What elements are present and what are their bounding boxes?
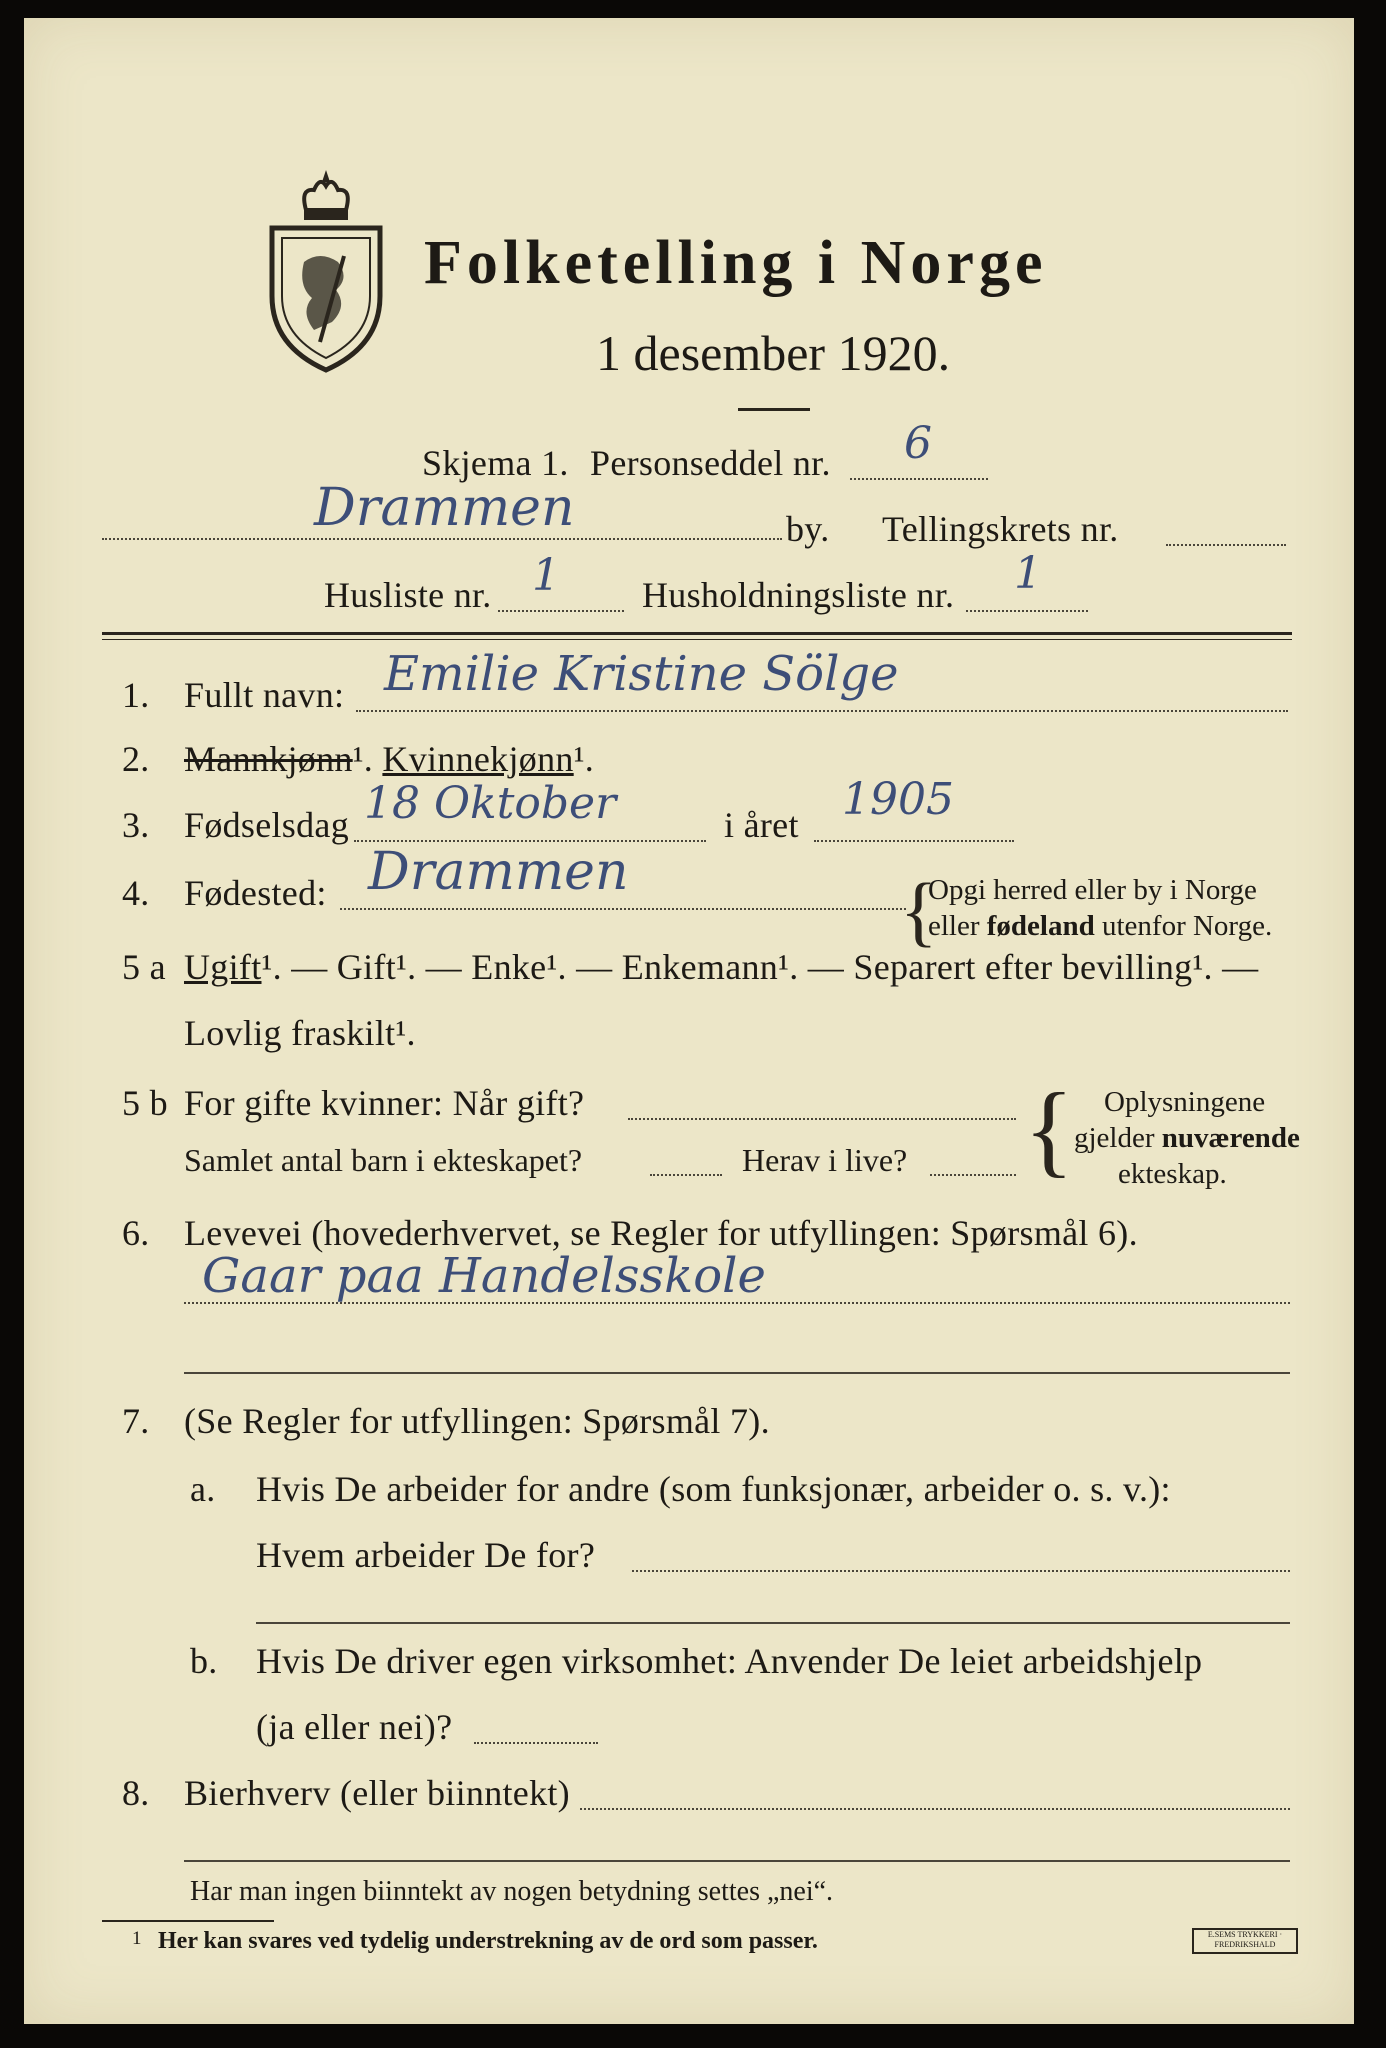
footnote-mark: 1 <box>132 1928 142 1949</box>
q3-number: 3. <box>122 805 150 845</box>
header-divider <box>102 632 1292 635</box>
q8-label: Bierhverv (eller biinntekt) <box>184 1773 570 1813</box>
footnote-text: Her kan svares ved tydelig understrekning av de ord som passer. <box>158 1928 818 1954</box>
q2-number: 2. <box>122 739 150 779</box>
city-dotted-line <box>102 538 782 540</box>
census-form-page <box>24 18 1354 2024</box>
husholdningsliste-dotted-line <box>966 610 1088 612</box>
q8-number: 8. <box>122 1773 150 1813</box>
q5b-note-line1: Oplysningene <box>1104 1086 1266 1118</box>
coat-of-arms-icon <box>260 166 392 376</box>
q2-kvinnekjonn-option: Kvinnekjønn <box>382 739 574 779</box>
q5a-number: 5 a <box>122 947 166 987</box>
q5b-children-dotted-line <box>650 1174 722 1176</box>
q7-label: (Se Regler for utfyllingen: Spørsmål 7). <box>184 1401 770 1441</box>
q5b-note-line2: gjelder nuværende <box>1074 1122 1300 1154</box>
city-value: Drammen <box>314 478 575 538</box>
husliste-value: 1 <box>532 550 560 601</box>
q3-year-dotted-line <box>814 840 1014 842</box>
q3-year-label: i året <box>724 805 799 845</box>
q5b-alive-dotted-line <box>930 1174 1016 1176</box>
q4-note-line1: Opgi herred eller by i Norge <box>928 874 1257 906</box>
form-title: Folketelling i Norge <box>424 229 1048 297</box>
q5a-options: Ugift¹. — Gift¹. — Enke¹. — Enkemann¹. — Separert efter bevilling¹. — <box>184 947 1259 987</box>
q7a-second-line <box>256 1622 1290 1624</box>
q1-number: 1. <box>122 675 150 715</box>
q1-full-name-value: Emilie Kristine Sölge <box>384 646 899 702</box>
husholdningsliste-label: Husholdningsliste nr. <box>642 575 955 615</box>
q5a-other-options: — Gift¹. — Enke¹. — Enkemann¹. — Separert efter bevilling¹. — <box>291 947 1259 987</box>
q6-occupation-value: Gaar paa Handelsskole <box>202 1248 766 1304</box>
husholdningsliste-value: 1 <box>1014 548 1042 599</box>
q2-mannkjonn-option: Mannkjønn <box>184 739 353 779</box>
q5b-number: 5 b <box>122 1083 168 1123</box>
q8-second-line <box>184 1860 1290 1862</box>
q5a-ugift-option: Ugift <box>184 947 262 987</box>
q8-dotted-line <box>580 1808 1290 1810</box>
skjema-label: Skjema 1. <box>422 443 569 483</box>
header-divider-thin <box>102 639 1292 640</box>
footnote-rule <box>102 1920 274 1922</box>
q7b-line1: Hvis De driver egen virksomhet: Anvender De leiet arbeidshjelp <box>256 1641 1203 1681</box>
q4-label: Fødested: <box>184 873 327 913</box>
title-rule <box>738 408 810 411</box>
q6-number: 6. <box>122 1213 150 1253</box>
q4-note-line2: eller fødeland utenfor Norge. <box>928 910 1273 942</box>
q7a-line1: Hvis De arbeider for andre (som funksjonær, arbeider o. s. v.): <box>256 1469 1171 1509</box>
q7a-letter: a. <box>190 1469 216 1509</box>
q3-year-value: 1905 <box>842 774 954 825</box>
personseddel-dotted-line <box>850 478 988 480</box>
q1-dotted-line <box>356 710 1288 712</box>
q7-number: 7. <box>122 1401 150 1441</box>
q5b-note-line3: ekteskap. <box>1118 1158 1227 1190</box>
q5a-line2: Lovlig fraskilt¹. <box>184 1013 416 1053</box>
q4-brace: { <box>900 867 938 954</box>
q4-number: 4. <box>122 873 150 913</box>
q5b-label-children: Samlet antal barn i ekteskapet? <box>184 1142 583 1178</box>
q5b-brace: { <box>1024 1072 1074 1187</box>
by-label: by. <box>786 509 830 549</box>
personseddel-label: Personseddel nr. <box>590 443 831 483</box>
q5b-married-dotted-line <box>628 1118 1016 1120</box>
biinntekt-note: Har man ingen biinntekt av nogen betydning settes „nei“. <box>190 1876 834 1907</box>
q3-label: Fødselsdag <box>184 805 349 845</box>
q7a-line2: Hvem arbeider De for? <box>256 1535 596 1575</box>
printer-stamp: E.SEMS TRYKKERI · FREDRIKSHALD <box>1192 1928 1298 1954</box>
q5b-label-alive: Herav i live? <box>742 1142 908 1178</box>
husliste-dotted-line <box>498 610 624 612</box>
q3-birthday-value: 18 Oktober <box>364 778 617 829</box>
census-date: 1 desember 1920. <box>596 325 951 381</box>
q5b-label-married-when: For gifte kvinner: Når gift? <box>184 1083 585 1123</box>
q2-options: Mannkjønn¹. Kvinnekjønn¹. <box>184 739 595 779</box>
q7b-letter: b. <box>190 1641 218 1681</box>
q4-birthplace-value: Drammen <box>368 842 629 902</box>
q7a-dotted-line <box>632 1570 1290 1572</box>
q4-dotted-line <box>340 908 906 910</box>
q6-second-line <box>184 1372 1290 1374</box>
q1-label: Fullt navn: <box>184 675 345 715</box>
personseddel-value: 6 <box>904 418 932 469</box>
q7b-dotted-line <box>474 1742 598 1744</box>
tellingskrets-dotted-line <box>1166 544 1286 546</box>
tellingskrets-label: Tellingskrets nr. <box>882 509 1119 549</box>
q7b-line2: (ja eller nei)? <box>256 1707 453 1747</box>
husliste-label: Husliste nr. <box>324 575 492 615</box>
q6-label: Levevei (hovederhvervet, se Regler for utfyllingen: Spørsmål 6). <box>184 1213 1138 1253</box>
